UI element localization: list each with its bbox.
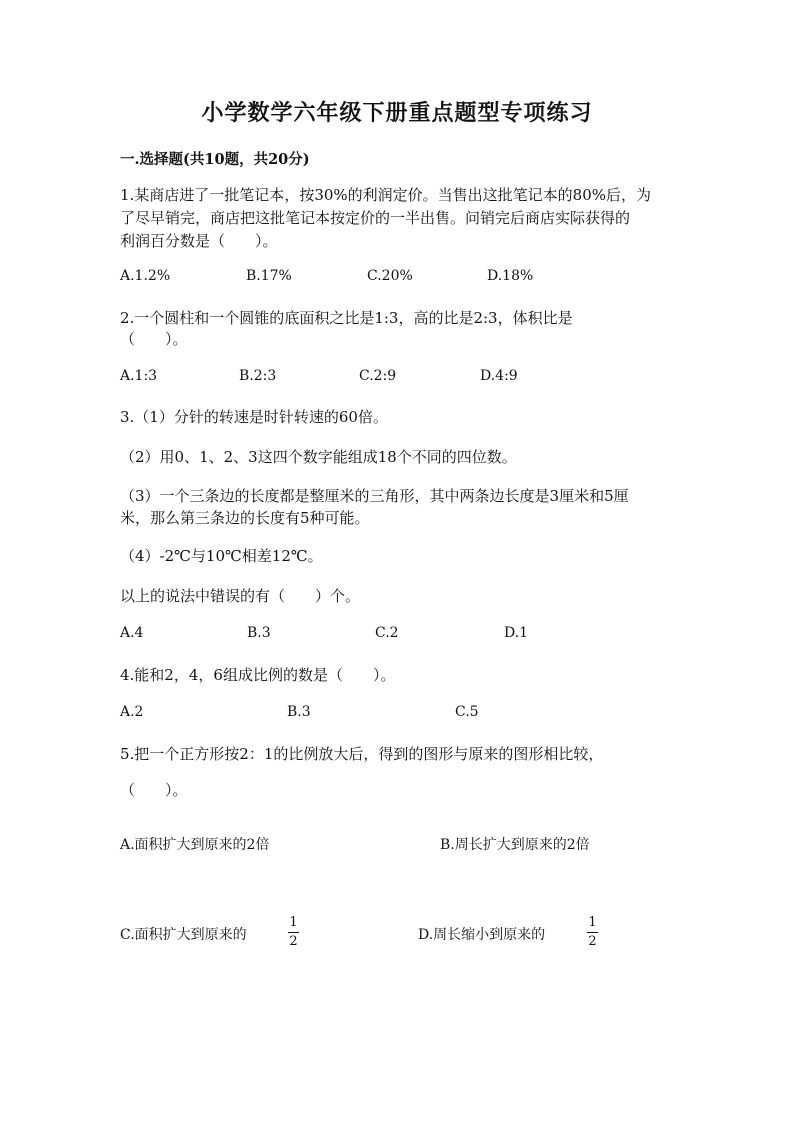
q2-option-b[interactable]: B.2:3 (239, 368, 277, 384)
q5-option-d-fraction (587, 916, 598, 949)
q3-line-1: 3.（1）分针的转速是时针转速的60倍。 (120, 408, 388, 426)
q3-line-4: 米，那么第三条边的长度有5种可能。 (120, 509, 370, 527)
fraction-numerator: 1 (588, 915, 597, 930)
q4-option-a[interactable]: A.2 (120, 704, 144, 720)
section-heading: 一.选择题(共10题，共20分) (120, 151, 310, 168)
q5-option-c-fraction (288, 916, 299, 949)
fraction-bar (288, 932, 299, 933)
q3-option-d[interactable]: D.1 (504, 625, 529, 641)
q2-line-2: （ ）。 (120, 330, 188, 348)
fraction-denominator: 2 (289, 934, 298, 949)
fraction-numerator: 1 (289, 915, 298, 930)
q4-option-c[interactable]: C.5 (455, 704, 479, 720)
q5-option-c[interactable]: C.面积扩大到原来的 (120, 927, 247, 943)
q5-option-b[interactable]: B.周长扩大到原来的2倍 (440, 837, 590, 853)
q1-line-3: 利润百分数是（ ）。 (120, 232, 278, 250)
q3-line-5: （4）-2℃与10℃相差12℃。 (120, 547, 323, 565)
q3-option-a[interactable]: A.4 (120, 625, 144, 641)
q2-option-d[interactable]: D.4:9 (480, 368, 518, 384)
q3-line-2: （2）用0、1、2、3这四个数字能组成18个不同的四位数。 (120, 448, 517, 466)
q1-option-c[interactable]: C.20% (367, 268, 413, 284)
q3-line-6: 以上的说法中错误的有（ ）个。 (120, 587, 361, 605)
q5-line-1: 5.把一个正方形按2：1的比例放大后，得到的图形与原来的图形相比较， (120, 745, 604, 763)
fraction-bar (587, 932, 598, 933)
q1-line-1: 1.某商店进了一批笔记本，按30%的利润定价。当售出这批笔记本的80%后，为 (120, 186, 651, 204)
fraction-denominator: 2 (588, 934, 597, 949)
q5-line-2: （ ）。 (120, 781, 188, 799)
q1-option-d[interactable]: D.18% (487, 268, 534, 284)
q2-line-1: 2.一个圆柱和一个圆锥的底面积之比是1:3，高的比是2:3，体积比是 (120, 309, 573, 327)
q1-line-2: 了尽早销完，商店把这批笔记本按定价的一半出售。问销完后商店实际获得的 (120, 209, 631, 227)
q3-option-c[interactable]: C.2 (375, 625, 399, 641)
q3-option-b[interactable]: B.3 (247, 625, 271, 641)
page-title: 小学数学六年级下册重点题型专项练习 (201, 100, 593, 126)
q1-option-b[interactable]: B.17% (246, 268, 292, 284)
q2-option-c[interactable]: C.2:9 (359, 368, 397, 384)
q1-option-a[interactable]: A.1.2% (120, 268, 171, 284)
q2-option-a[interactable]: A.1:3 (120, 368, 158, 384)
q4-line-1: 4.能和2，4，6组成比例的数是（ ）。 (120, 666, 396, 684)
q5-option-d[interactable]: D.周长缩小到原来的 (418, 927, 546, 943)
q5-option-a[interactable]: A.面积扩大到原来的2倍 (120, 837, 270, 853)
q4-option-b[interactable]: B.3 (287, 704, 311, 720)
q3-line-3: （3）一个三条边的长度都是整厘米的三角形，其中两条边长度是3厘米和5厘 (120, 487, 629, 505)
